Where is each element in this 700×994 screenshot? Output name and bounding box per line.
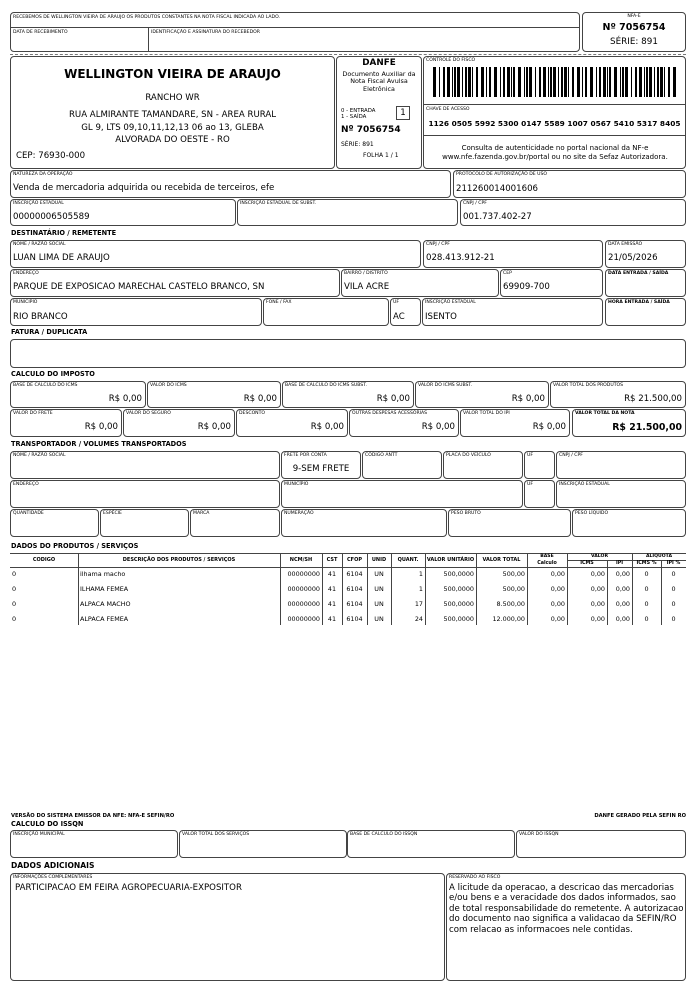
produtos-cell: 6104 (346, 585, 363, 593)
produtos-section: DADOS DO PRODUTOS / SERVIÇOS (11, 542, 139, 550)
danfe-tipo: 1 (400, 108, 406, 118)
danfe-saida: 1 - SAÍDA (341, 114, 367, 120)
danfe-entrada: 0 - ENTRADA (341, 108, 376, 114)
produtos-column-divider (280, 553, 281, 625)
produtos-column-divider (425, 553, 426, 625)
danfe-tipo-box (396, 106, 410, 120)
produtos-cell: 0 (644, 615, 649, 623)
produtos-cell: 0,00 (615, 570, 630, 578)
produtos-cell: 00000000 (287, 585, 320, 593)
chave-value: 1126 0505 5992 5300 0147 5589 1007 0567 5410 5317 8405 (428, 119, 681, 128)
produtos-cell: 0,00 (590, 570, 605, 578)
chave-label: CHAVE DE ACESSO (426, 107, 470, 112)
transp-endereco-box (10, 480, 280, 508)
ie-value: 00000006505589 (13, 212, 90, 222)
transp-marca-label: MARCA (193, 511, 210, 516)
versao-sistema: VERSÃO DO SISTEMA EMISSOR DA NFE: NFA-E SEFIN/RO (11, 813, 175, 819)
dest-municipio-label: MUNICIPIO (13, 300, 38, 305)
produtos-cell: 0,00 (550, 570, 565, 578)
dest-uf: AC (393, 312, 405, 322)
produtos-cell: 0 (671, 585, 676, 593)
transp-uf2-label: UF (527, 482, 534, 487)
barcode (433, 67, 677, 97)
dest-endereco: PARQUE DE EXPOSICAO MARECHAL CASTELO BRANCO, SN (13, 282, 265, 292)
produtos-cell: 0,00 (590, 615, 605, 623)
transp-frete: 9-SEM FRETE (292, 464, 350, 474)
canhoto-serie: SÉRIE: 891 (610, 37, 658, 47)
produtos-cell: 17 (414, 600, 423, 608)
produtos-cell: 0,00 (550, 585, 565, 593)
produtos-cell: 41 (327, 615, 337, 623)
dest-bairro-label: BAIRRO / DISTRITO (344, 271, 388, 276)
produtos-cell: 1 (418, 570, 423, 578)
produtos-header: IPI % (666, 561, 681, 566)
produtos-cell: 500,0000 (443, 585, 474, 593)
dest-fone-label: FONE / FAX (266, 300, 292, 305)
canhoto-text: RECEBEMOS DE WELLINGTON VIEIRA DE ARAUJO OS PRODUTOS CONSTANTES NA NOTA FISCAL INDICADA AO LADO. (13, 15, 280, 20)
transp-uf-label: UF (527, 453, 534, 458)
produtos-cell: 500,0000 (443, 600, 474, 608)
produtos-cell: 0 (12, 600, 17, 608)
produtos-cell: 500,00 (502, 570, 525, 578)
produtos-cell: 6104 (346, 600, 363, 608)
produtos-column-divider (661, 560, 662, 625)
produtos-cell: 0 (671, 615, 676, 623)
cnpj-value: 001.737.402-27 (463, 212, 532, 222)
issqn-label: VALOR TOTAL DOS SERVIÇOS (182, 832, 250, 837)
transp-peso-bruto-label: PESO BRUTO (451, 511, 481, 516)
dest-cep: 69909-700 (503, 282, 550, 292)
dest-cpf: 028.413.912-21 (426, 253, 495, 263)
issqn-label: BASE DE CALCULO DO ISSQN (350, 832, 418, 837)
ie-label: INSCRIÇÃO ESTADUAL (13, 201, 64, 206)
dest-nome-label: NOME / RAZÃO SOCIAL (13, 242, 66, 247)
info-label: INFORMAÇÕES COMPLEMENTARES (13, 875, 93, 880)
imposto-value: R$ 0,00 (243, 394, 277, 404)
produtos-cell: UN (374, 615, 384, 623)
imposto-label: VALOR DO ICMS SUBST. (418, 383, 473, 388)
imposto-value: R$ 0,00 (511, 394, 545, 404)
imposto-value: R$ 0,00 (197, 422, 231, 432)
emitente-address1: RUA ALMIRANTE TAMANDARE, SN - AREA RURAL (68, 110, 277, 120)
dest-nome: LUAN LIMA DE ARAUJO (13, 253, 110, 263)
cnpj-label: CNPJ / CPF (463, 201, 487, 206)
emitente-name: WELLINGTON VIEIRA DE ARAUJO (64, 67, 281, 81)
produtos-cell: 0 (644, 585, 649, 593)
produtos-cell: 0,00 (590, 600, 605, 608)
issqn-label: VALOR DO ISSQN (519, 832, 559, 837)
transp-nome-label: NOME / RAZÃO SOCIAL (13, 453, 66, 458)
produtos-cell: UN (374, 600, 384, 608)
produtos-cell: UN (374, 570, 384, 578)
transp-endereco-label: ENDEREÇO (13, 482, 39, 487)
produtos-cell: 00000000 (287, 615, 320, 623)
imposto-value: R$ 0,00 (108, 394, 142, 404)
dest-municipio: RIO BRANCO (13, 312, 68, 322)
dest-cep-label: CEP (503, 271, 512, 276)
dest-hora-label: HORA ENTRADA / SAÍDA (608, 300, 670, 305)
dest-emissao: 21/05/2026 (608, 253, 658, 263)
canhoto-nfe-label: NFA-E (627, 14, 641, 19)
produtos-header: UNID (371, 557, 387, 563)
danfe-number: Nº 7056754 (341, 125, 401, 135)
produtos-header: NCM/SH (289, 557, 313, 563)
produtos-column-divider (391, 553, 392, 625)
produtos-header: ICMS % (636, 561, 657, 566)
canhoto-number: Nº 7056754 (602, 22, 666, 33)
imposto-label: BASE DE CALCULO DO ICMS SUBST. (285, 383, 367, 388)
transp-peso-liquido-label: PESO LÍQUIDO (575, 511, 609, 516)
produtos-cell: 1 (418, 585, 423, 593)
imposto-label: DESCONTO (239, 411, 266, 416)
emitente-farm: RANCHO WR (145, 93, 200, 103)
dest-endereco-label: ENDEREÇO (13, 271, 39, 276)
produtos-cell: 0,00 (615, 600, 630, 608)
group-base: BASE (540, 554, 554, 559)
transp-municipio-box (281, 480, 523, 508)
produtos-cell: 0,00 (615, 585, 630, 593)
issqn-label: INSCRIÇÃO MUNICIPAL (13, 832, 65, 837)
dest-ie-label: INSCRIÇÃO ESTADUAL (425, 300, 476, 305)
canhoto-date-label: DATA DE RECEBIMENTO (13, 30, 68, 35)
transp-numeracao-label: NUMERAÇÃO (284, 511, 314, 516)
produtos-cell: 500,0000 (443, 570, 474, 578)
fisco-text: A licitude da operacao, a descricao das mercadorias e/ou bens e a veracidade dos dados informados, sao de total responsabilidade do remetente. A autorizacao do documento nao significa a validacao da SEFIN/RO com relacao as informacoes nele contidas. (449, 883, 684, 935)
produtos-header: QUANT. (397, 557, 419, 563)
produtos-cell: 12.000,00 (492, 615, 525, 623)
transp-ie-label: INSCRIÇÃO ESTADUAL (559, 482, 610, 487)
fatura-box (10, 339, 686, 368)
produtos-cell: ALPACA MACHO (80, 600, 131, 608)
ie-subst-label: INSCRIÇÃO ESTADUAL DE SUBST. (240, 201, 317, 206)
group-valor: VALOR (590, 554, 608, 559)
produtos-cell: 0 (12, 615, 17, 623)
imposto-label: VALOR DO SEGURO (126, 411, 171, 416)
produtos-cell: 24 (414, 615, 423, 623)
canhoto-sign-label: IDENTIFICAÇÃO E ASSINATURA DO RECEBEDOR (151, 30, 260, 35)
imposto-label: OUTRAS DESPESAS ACESSÓRIAS (352, 411, 428, 416)
produtos-cell: 41 (327, 600, 337, 608)
imposto-value: R$ 21.500,00 (624, 394, 682, 404)
dest-entrada-label: DATA ENTRADA / SAÍDA (608, 271, 669, 276)
transp-municipio-label: MUNICÍPIO (284, 482, 309, 487)
produtos-cell: ilhama macho (80, 570, 126, 578)
produtos-column-divider (78, 553, 79, 625)
dest-cpf-label: CNPJ / CPF (426, 242, 450, 247)
emitente-address2: GL 9, LTS 09,10,11,12,13 06 ao 13, GLEBA (81, 123, 264, 133)
produtos-cell: 0 (644, 570, 649, 578)
produtos-header: CFOP (347, 557, 362, 563)
produtos-header: DESCRIÇÃO DOS PRODUTOS / SERVIÇOS (122, 557, 236, 563)
imposto-section: CALCULO DO IMPOSTO (11, 370, 95, 378)
produtos-cell: 500,0000 (443, 615, 474, 623)
produtos-cell: 6104 (346, 615, 363, 623)
produtos-cell: 00000000 (287, 600, 320, 608)
dest-bairro: VILA ACRE (344, 282, 390, 292)
produtos-cell: 41 (327, 570, 337, 578)
produtos-cell: 0,00 (590, 585, 605, 593)
controle-label: CONTROLE DO FISCO (426, 58, 476, 63)
produtos-cell: UN (374, 585, 384, 593)
produtos-column-divider (342, 553, 343, 625)
produtos-cell: 0,00 (550, 600, 565, 608)
produtos-cell: 41 (327, 585, 337, 593)
produtos-header: IPI (615, 561, 624, 566)
produtos-header: CODIGO (32, 557, 56, 563)
produtos-cell: 0 (644, 600, 649, 608)
imposto-value: R$ 21.500,00 (612, 422, 682, 433)
danfe-gerado: DANFE GERADO PELA SEFIN RO (594, 813, 686, 819)
issqn-section: CALCULO DO ISSQN (11, 820, 84, 828)
info-value: PARTICIPACAO EM FEIRA AGROPECUARIA-EXPOSITOR (15, 883, 242, 893)
imposto-label: VALOR DO ICMS (150, 383, 187, 388)
natureza-value: Venda de mercadoria adquirida ou recebida de terceiros, efe (13, 183, 275, 193)
imposto-label: VALOR TOTAL DA NOTA (575, 411, 635, 416)
transp-quantidade-label: QUANTIDADE (13, 511, 44, 516)
produtos-cell: 6104 (346, 570, 363, 578)
protocolo-value: 211260014001606 (456, 184, 539, 194)
produtos-column-divider (322, 553, 323, 625)
danfe-folha: FOLHA 1 / 1 (363, 152, 399, 159)
produtos-cell: 500,00 (502, 585, 525, 593)
produtos-cell: 0 (12, 585, 17, 593)
emitente-address3: ALVORADA DO OESTE - RO (115, 135, 230, 145)
emitente-cep: CEP: 76930-000 (16, 151, 86, 161)
imposto-label: VALOR TOTAL DO IPI (463, 411, 510, 416)
imposto-value: R$ 0,00 (421, 422, 455, 432)
danfe-title: DANFE (362, 58, 396, 68)
transportador-section: TRANSPORTADOR / VOLUMES TRANSPORTADOS (11, 440, 187, 448)
danfe-subtitle: Documento Auxiliar da Nota Fiscal Avulsa Eletrônica (342, 70, 416, 93)
produtos-header: ICMS (580, 561, 594, 566)
transp-antt-label: CÓDIGO ANTT (365, 453, 398, 458)
danfe-serie: SÉRIE: 891 (341, 141, 374, 148)
produtos-cell: 00000000 (287, 570, 320, 578)
dest-uf-label: UF (393, 300, 400, 305)
imposto-label: BASE DE CALCULO DO ICMS (13, 383, 78, 388)
imposto-label: VALOR DO FRETE (13, 411, 53, 416)
produtos-cell: 0,00 (615, 615, 630, 623)
produtos-cell: 0 (671, 570, 676, 578)
produtos-cell: ALPACA FEMEA (80, 615, 129, 623)
transp-placa-label: PLACA DO VEÍCULO (446, 453, 491, 458)
adicionais-section: DADOS ADICIONAIS (11, 861, 95, 870)
consulta-text: Consulta de autenticidade no portal nacional da NF-e www.nfe.fazenda.gov.br/portal ou no site da Sefaz Autorizadora. (442, 144, 668, 161)
produtos-cell: 0 (12, 570, 17, 578)
imposto-label: VALOR TOTAL DOS PRODUTOS (553, 383, 624, 388)
destinatario-section: DESTINATÁRIO / REMETENTE (11, 229, 117, 237)
produtos-header: Calculo (537, 561, 557, 566)
fatura-section: FATURA / DUPLICATA (11, 328, 88, 336)
protocolo-label: PROTOCOLO DE AUTORIZAÇÃO DE USO (456, 172, 548, 177)
produtos-column-divider (367, 553, 368, 625)
produtos-cell: 8.500,00 (496, 600, 525, 608)
transp-cnpj-label: CNPJ / CPF (559, 453, 583, 458)
produtos-cell: 0 (671, 600, 676, 608)
produtos-column-divider (476, 553, 477, 625)
dest-emissao-label: DATA EMISSÃO (608, 242, 643, 247)
produtos-header: CST (326, 557, 338, 563)
fisco-label: RESERVADO AO FISCO (449, 875, 501, 880)
transp-especie-label: ESPÉCIE (103, 511, 122, 516)
produtos-cell: 0,00 (550, 615, 565, 623)
produtos-cell: ILHAMA FEMEA (80, 585, 129, 593)
produtos-header: VALOR TOTAL (482, 557, 521, 563)
natureza-label: NATUREZA DA OPERAÇÃO (13, 172, 73, 177)
produtos-column-divider (607, 560, 608, 625)
group-aliquota: ALIQUOTA (645, 554, 673, 559)
imposto-value: R$ 0,00 (84, 422, 118, 432)
imposto-value: R$ 0,00 (376, 394, 410, 404)
imposto-value: R$ 0,00 (532, 422, 566, 432)
produtos-header: VALOR UNITÁRIO (426, 557, 475, 563)
transp-frete-label: FRETE POR CONTA (284, 453, 327, 458)
imposto-value: R$ 0,00 (310, 422, 344, 432)
dest-ie: ISENTO (425, 312, 457, 322)
